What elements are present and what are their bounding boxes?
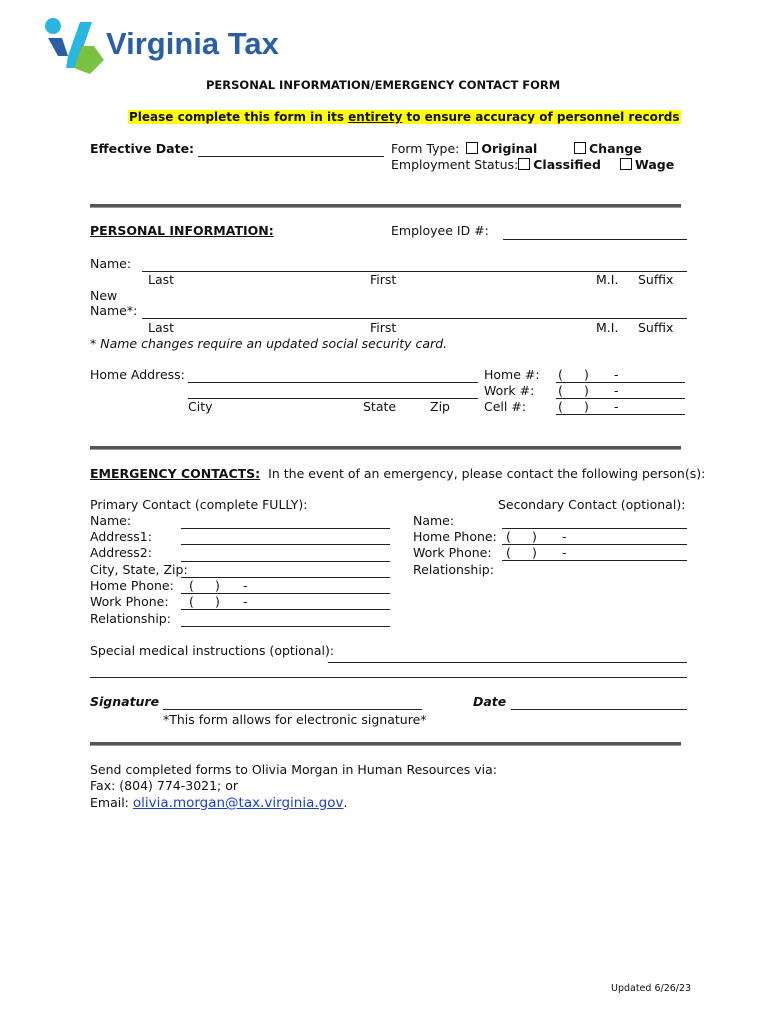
primary-relationship-field[interactable]: [181, 626, 390, 627]
secondary-home-phone-label: Home Phone:: [413, 529, 497, 544]
paren-open: (: [558, 399, 563, 414]
dash: -: [562, 529, 567, 544]
primary-work-phone-field[interactable]: [181, 594, 390, 610]
date-label: Date: [473, 694, 507, 709]
home-phone-field[interactable]: [556, 367, 685, 383]
logo-mark-icon: [44, 16, 106, 76]
new-name-last-caption: Last: [148, 320, 175, 335]
paren-close: ): [215, 578, 220, 593]
esignature-note: *This form allows for electronic signature*: [163, 712, 427, 727]
paren-close: ): [532, 529, 537, 544]
primary-name-field[interactable]: [181, 528, 390, 529]
logo-text: Virginia Tax: [106, 26, 279, 61]
new-name-label-1: New: [90, 288, 118, 303]
secondary-home-phone-field[interactable]: [502, 529, 687, 545]
instruction-emph: entirety: [348, 110, 403, 124]
form-type-row: [391, 141, 537, 156]
change-option: [574, 141, 642, 156]
classified-checkbox[interactable]: [518, 158, 530, 170]
section-divider: [90, 204, 681, 208]
emergency-heading: EMERGENCY CONTACTS:: [90, 466, 261, 481]
emergency-intro: In the event of an emergency, please contact the following person(s):: [268, 466, 706, 481]
change-label: Change: [589, 141, 642, 156]
work-phone-label: Work #:: [484, 383, 535, 398]
paren-open: (: [189, 578, 194, 593]
send-fax-line: Fax: (804) 774-3021; or: [90, 778, 239, 793]
secondary-relationship-label: Relationship:: [413, 562, 494, 577]
name-suffix-caption: Suffix: [638, 272, 674, 287]
dash: -: [614, 367, 619, 382]
primary-contact-label: Primary Contact (complete FULLY):: [90, 497, 308, 512]
send-instructions-line1: Send completed forms to Olivia Morgan in Human Resources via:: [90, 762, 498, 777]
city-caption: City: [188, 399, 213, 414]
dash: -: [243, 594, 248, 609]
primary-home-phone-label: Home Phone:: [90, 578, 174, 593]
secondary-name-label: Name:: [413, 513, 455, 528]
state-caption: State: [363, 399, 397, 414]
cell-phone-label: Cell #:: [484, 399, 527, 414]
original-checkbox[interactable]: [466, 142, 478, 154]
primary-address1-field[interactable]: [181, 544, 390, 545]
primary-city-state-zip-label: City, State, Zip:: [90, 562, 188, 577]
form-title: PERSONAL INFORMATION/EMERGENCY CONTACT FORM: [206, 78, 561, 92]
section-divider: [90, 742, 681, 746]
paren-close: ): [584, 367, 589, 382]
new-name-suffix-caption: Suffix: [638, 320, 674, 335]
primary-home-phone-field[interactable]: [181, 578, 390, 594]
paren-close: ): [215, 594, 220, 609]
cell-phone-field[interactable]: [556, 399, 685, 415]
paren-open: (: [506, 545, 511, 560]
paren-open: (: [558, 383, 563, 398]
zip-caption: Zip: [430, 399, 450, 414]
change-checkbox[interactable]: [574, 142, 586, 154]
updated-date: Updated 6/26/23: [611, 983, 692, 994]
medical-instructions-field-2[interactable]: [90, 677, 687, 678]
new-name-field[interactable]: [142, 318, 687, 319]
form-type-label: Form Type:: [391, 141, 460, 156]
name-mi-caption: M.I.: [596, 272, 619, 287]
send-email-line: [90, 795, 347, 811]
emergency-heading-row: [90, 466, 705, 481]
primary-relationship-label: Relationship:: [90, 611, 171, 626]
email-link[interactable]: olivia.morgan@tax.virginia.gov: [132, 795, 344, 811]
primary-address2-field[interactable]: [181, 561, 390, 562]
effective-date-field[interactable]: [198, 156, 384, 157]
home-address-label: Home Address:: [90, 367, 185, 382]
name-first-caption: First: [370, 272, 397, 287]
name-last-caption: Last: [148, 272, 175, 287]
email-label: Email:: [90, 795, 133, 810]
classified-label: Classified: [533, 157, 601, 172]
new-name-label-2: Name*:: [90, 303, 138, 318]
dash: -: [614, 399, 619, 414]
paren-open: (: [506, 529, 511, 544]
personal-info-heading: PERSONAL INFORMATION:: [90, 223, 274, 238]
dash: -: [614, 383, 619, 398]
paren-open: (: [558, 367, 563, 382]
primary-address1-label: Address1:: [90, 529, 152, 544]
employee-id-label: Employee ID #:: [391, 223, 489, 238]
effective-date-label: Effective Date:: [90, 141, 195, 156]
employment-status-label: Employment Status:: [391, 157, 519, 172]
original-label: Original: [481, 141, 538, 156]
dash: -: [243, 578, 248, 593]
medical-instructions-field-1[interactable]: [328, 662, 687, 663]
secondary-work-phone-label: Work Phone:: [413, 545, 492, 560]
home-phone-label: Home #:: [484, 367, 540, 382]
employee-id-field[interactable]: [503, 239, 687, 240]
paren-close: ): [584, 399, 589, 414]
signature-label: Signature: [90, 694, 160, 709]
instruction-prefix: Please complete this form in its: [129, 110, 349, 124]
signature-field[interactable]: [163, 709, 422, 710]
wage-option: [620, 157, 674, 172]
wage-label: Wage: [635, 157, 675, 172]
date-field[interactable]: [511, 709, 687, 710]
paren-open: (: [189, 594, 194, 609]
primary-name-label: Name:: [90, 513, 132, 528]
email-end: .: [343, 795, 348, 810]
section-divider: [90, 446, 681, 450]
secondary-contact-label: Secondary Contact (optional):: [498, 497, 686, 512]
home-address-field-1[interactable]: [188, 382, 478, 383]
new-name-mi-caption: M.I.: [596, 320, 619, 335]
primary-work-phone-label: Work Phone:: [90, 594, 169, 609]
paren-close: ): [532, 545, 537, 560]
work-phone-field[interactable]: [556, 383, 685, 399]
dash: -: [562, 545, 567, 560]
name-label: Name:: [90, 256, 132, 271]
new-name-first-caption: First: [370, 320, 397, 335]
instruction-banner: [128, 110, 681, 124]
virginia-tax-logo: [44, 16, 284, 76]
medical-instructions-label: Special medical instructions (optional):: [90, 643, 335, 658]
name-change-note: * Name changes require an updated social security card.: [90, 336, 448, 351]
employment-status-row: [391, 157, 601, 172]
wage-checkbox[interactable]: [620, 158, 632, 170]
secondary-work-phone-field[interactable]: [502, 545, 687, 561]
primary-address2-label: Address2:: [90, 545, 152, 560]
paren-close: ): [584, 383, 589, 398]
instruction-suffix: to ensure accuracy of personnel records: [402, 110, 680, 124]
